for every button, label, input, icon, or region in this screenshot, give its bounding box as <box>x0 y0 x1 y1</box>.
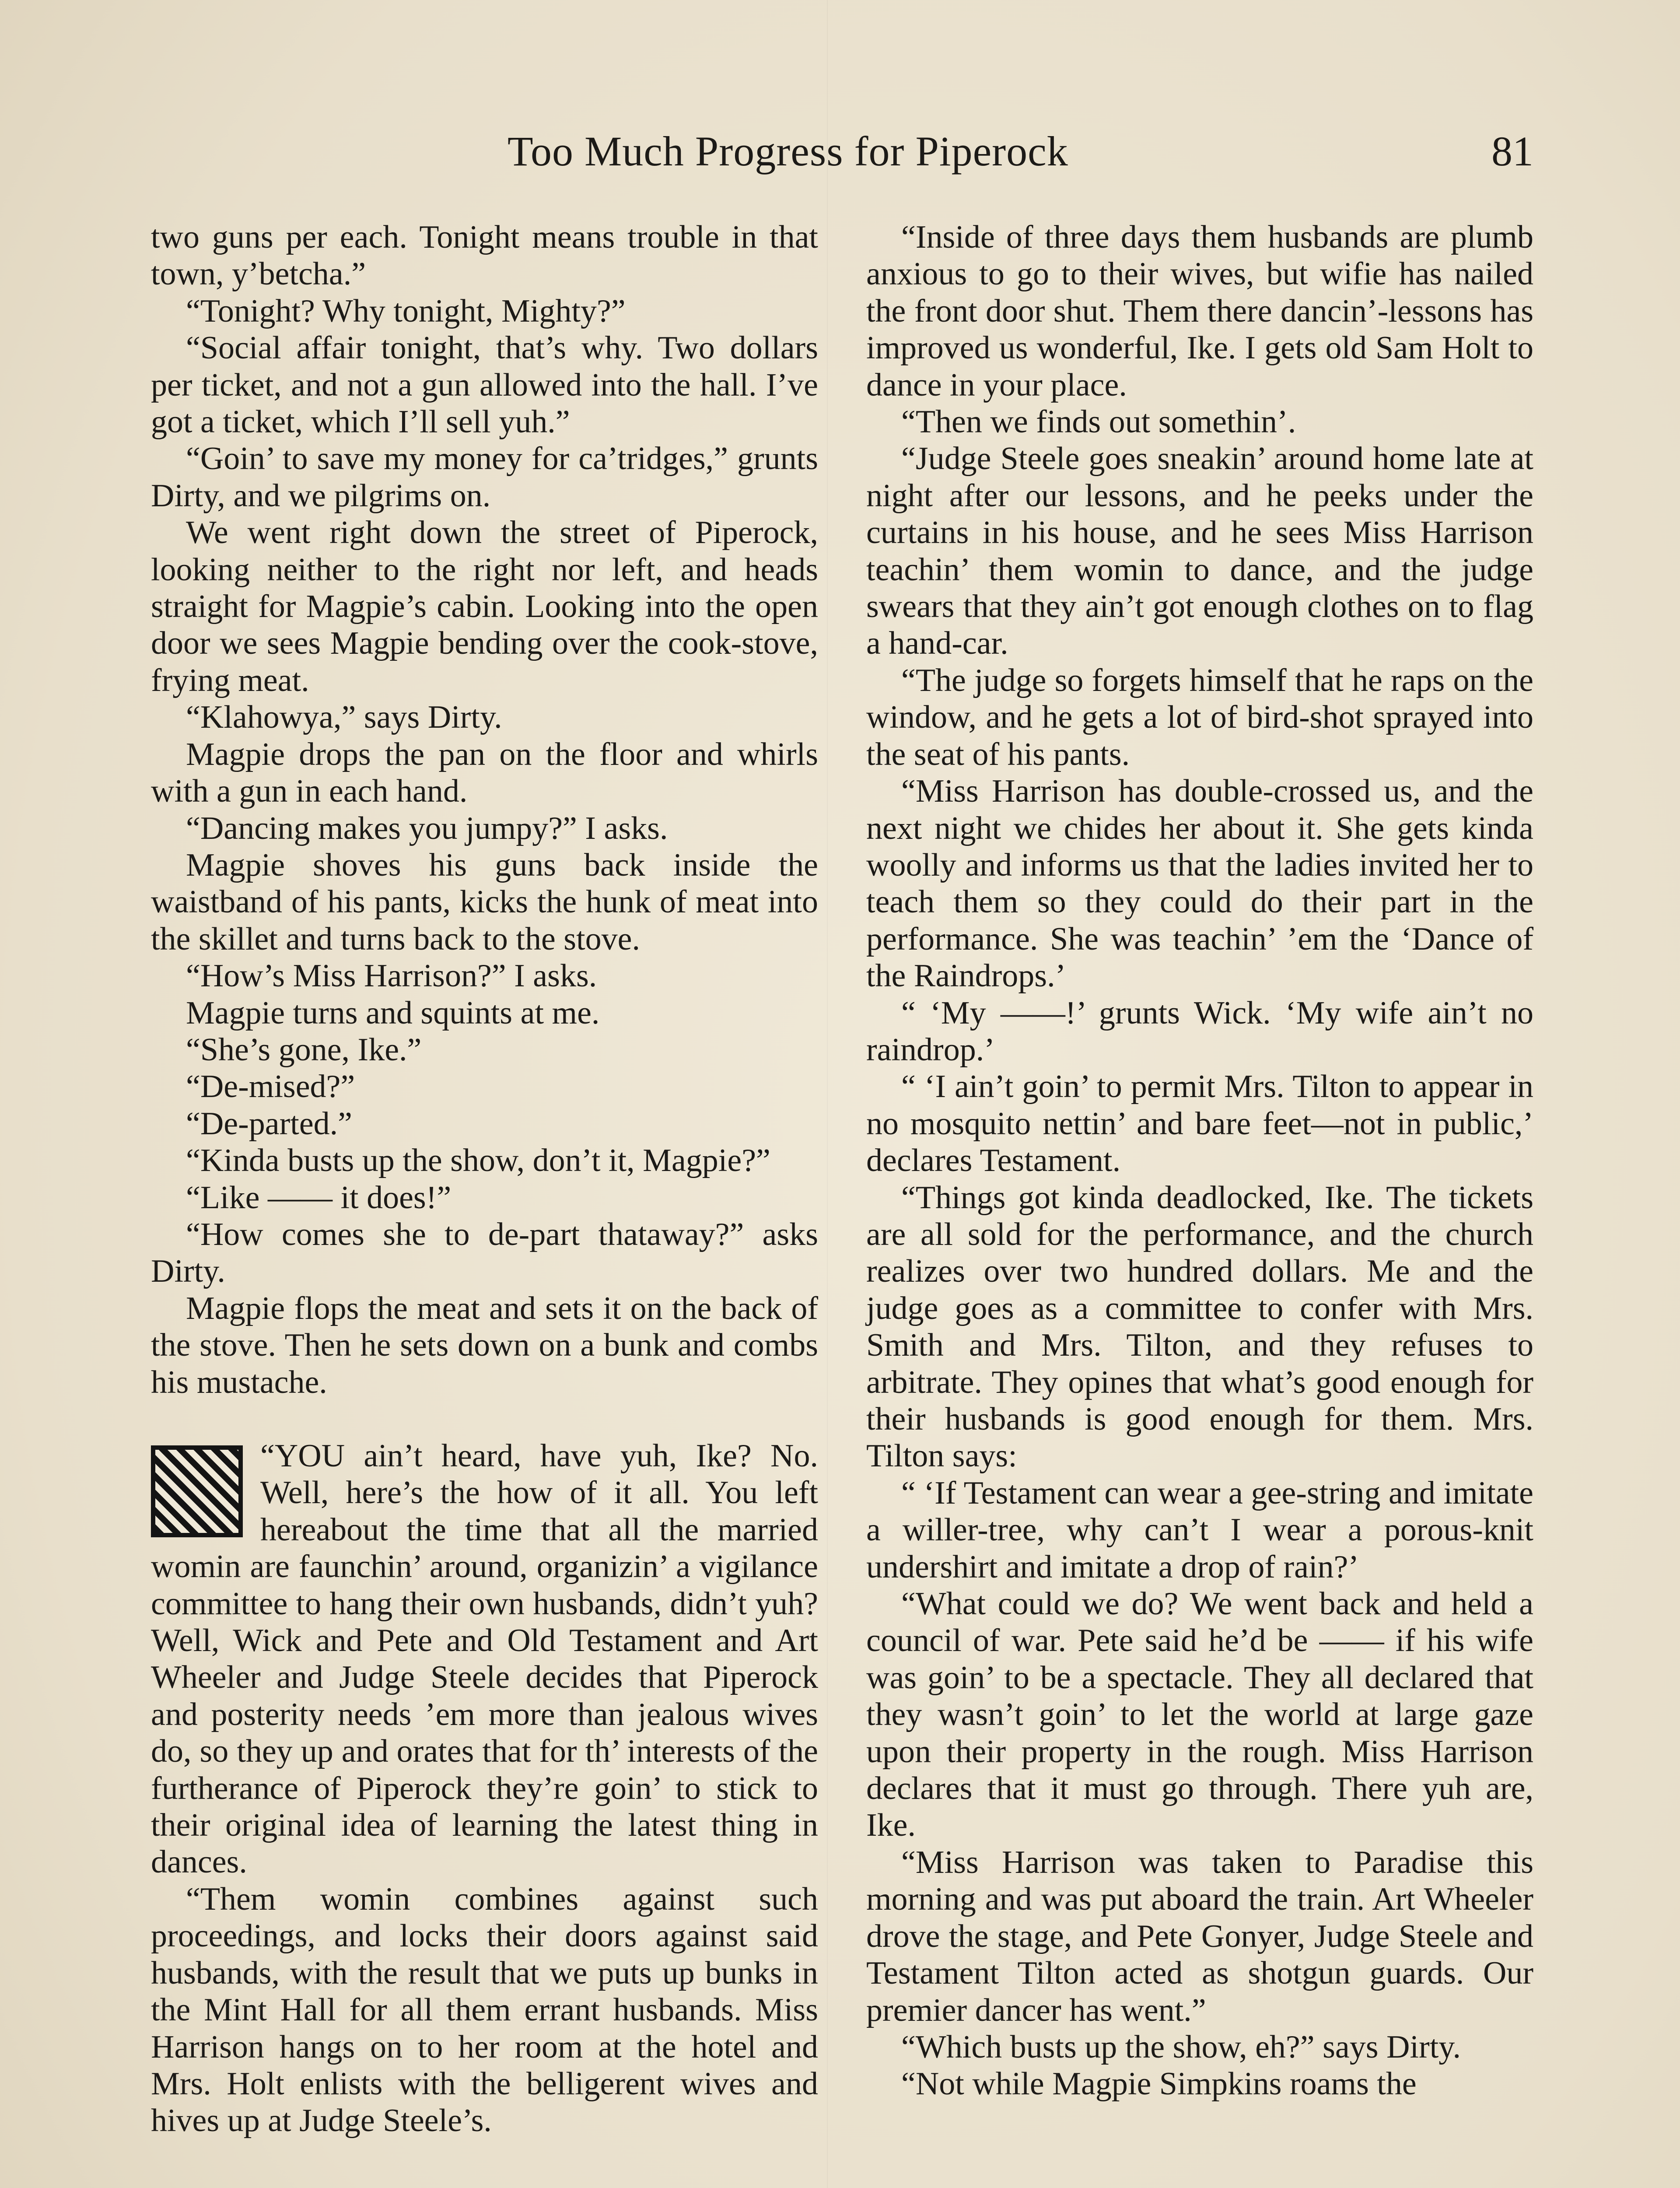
paragraph: “De-parted.” <box>186 1105 353 1142</box>
paragraph: “How comes she to de-part thataway?” asks Dirty. <box>151 1216 818 1290</box>
paragraph: “Miss Harrison has double-crossed us, and the next night we chides her about it. She gets kinda woolly and informs us that the ladies invited her to teach them so they could do their part in the performance. She was teachin’ ’em the ‘Dance of the Raindrops.’ <box>866 773 1533 994</box>
paragraph: Magpie shoves his guns back inside the waistband of his pants, kicks the hunk of meat into the skillet and turns back to the stove. <box>151 847 818 957</box>
paragraph: “ ‘If Testament can wear a gee-string and imitate a willer-tree, why can’t I wear a porous-knit undershirt and imitate a drop of rain?’ <box>866 1475 1533 1585</box>
paragraph: “How’s Miss Harrison?” I asks. <box>186 958 597 994</box>
paragraph: “Inside of three days them husbands are plumb anxious to go to their wives, but wifie has nailed the front door shut. Them there dancin’-lessons has improved us wonderful, Ike. I gets old Sam Holt to dance in your place. <box>866 219 1533 403</box>
paragraph: “Social affair tonight, that’s why. Two dollars per ticket, and not a gun allowed into the hall. I’ve got a ticket, which I’ll sell yuh.” <box>151 330 818 440</box>
paragraph: “ ‘I ain’t goin’ to permit Mrs. Tilton to appear in no mosquito nettin’ and bare feet—not in public,’ declares Testament. <box>866 1069 1533 1179</box>
page-number: 81 <box>1491 128 1533 175</box>
paragraph: “What could we do? We went back and held a council of war. Pete said he’d be —— if his wife was goin’ to be a spectacle. They all declared that they wasn’t goin’ to let the world at large gaze upon their property in the rough. Miss Harrison declares that it must go through. There yuh are, Ike. <box>866 1586 1533 1844</box>
paragraph: “Them womin combines against such proceedings, and locks their doors against said husbands, with the result that we puts up bunks in the Mint Hall for all them errant husbands. Miss Harrison hangs on to her room at the hotel and Mrs. Holt enlists with the belligerent wives and hives up at Judge Steele’s. <box>151 1881 818 2139</box>
paragraph: “Things got kinda deadlocked, Ike. The tickets are all sold for the performance, and the church realizes over two hundred dollars. Me and the judge goes as a committee to confer with Mrs. Smith and Mrs. Tilton, and they refuses to arbitrate. They opines that what’s good enough for their husbands is good enough for them. Mrs. Tilton says: <box>866 1179 1533 1474</box>
paragraph: “Goin’ to save my money for ca’tridges,” grunts Dirty, and we pilgrims on. <box>151 441 818 514</box>
paragraph: two guns per each. Tonight means trouble in that town, y’betcha.” <box>151 219 818 292</box>
paragraph: Magpie drops the pan on the floor and whirls with a gun in each hand. <box>151 736 818 810</box>
paragraph: “Miss Harrison was taken to Paradise this morning and was put aboard the train. Art Wheeler drove the stage, and Pete Gonyer, Judge Steele and Testament Tilton acted as shotgun guards. Our premier dancer has went.” <box>866 1844 1533 2028</box>
paragraph: “The judge so forgets himself that he raps on the window, and he gets a lot of bird-shot sprayed into the seat of his pants. <box>866 662 1533 772</box>
paragraph: Magpie turns and squints at me. <box>186 995 600 1031</box>
section-break <box>151 1438 818 1881</box>
page-fold-shadow <box>827 0 828 2188</box>
paragraph: “ ‘My ——!’ grunts Wick. ‘My wife ain’t no raindrop.’ <box>866 995 1533 1068</box>
paragraph: Magpie flops the meat and sets it on the back of the stove. Then he sets down on a bunk and combs his mustache. <box>151 1290 818 1400</box>
paragraph: “Dancing makes you jumpy?” I asks. <box>186 810 668 846</box>
paragraph: “Judge Steele goes sneakin’ around home late at night after our lessons, and he peeks under the curtains in his house, and he sees Miss Harrison teachin’ them womin to dance, and the judge swears that they ain’t got enough clothes on to flag a hand-car. <box>866 441 1533 662</box>
ornament-icon <box>151 1445 243 1537</box>
paragraph: “De-mised?” <box>186 1069 355 1105</box>
left-column <box>151 219 818 2139</box>
paragraph: “Then we finds out somethin’. <box>901 404 1296 440</box>
paragraph: “She’s gone, Ike.” <box>186 1031 422 1068</box>
running-header: Too Much Progress for Piperock <box>508 128 1068 175</box>
paragraph: “Like —— it does!” <box>186 1179 452 1216</box>
paragraph: “Not while Magpie Simpkins roams the <box>901 2066 1417 2102</box>
paragraph: “Kinda busts up the show, don’t it, Magpie?” <box>186 1143 770 1179</box>
paragraph: “Klahowya,” says Dirty. <box>186 699 502 736</box>
right-column <box>866 219 1533 2103</box>
paragraph: “Tonight? Why tonight, Mighty?” <box>186 293 626 329</box>
paragraph: “Which busts up the show, eh?” says Dirty. <box>901 2029 1461 2065</box>
paragraph: We went right down the street of Piperock, looking neither to the right nor left, and heads straight for Magpie’s cabin. Looking into the open door we sees Magpie bending over the cook-stove, frying meat. <box>151 515 818 698</box>
paragraph-text: “YOU ain’t heard, have yuh, Ike? No. Well, here’s the how of it all. You left hereabout the time that all the married womin are faunchin’ around, organizin’ a vigilance committee to hang their own husbands, didn’t yuh? Well, Wick and Pete and Old Testament and Art Wheeler and Judge Steele decides that Piperock and posterity needs ’em more than jealous wives do, so they up and orates that for th’ interests of the furtherance of Piperock they’re goin’ to stick to their original idea of learning the latest thing in dances. <box>151 1438 818 1880</box>
paragraph-with-ornament <box>151 1438 818 1881</box>
